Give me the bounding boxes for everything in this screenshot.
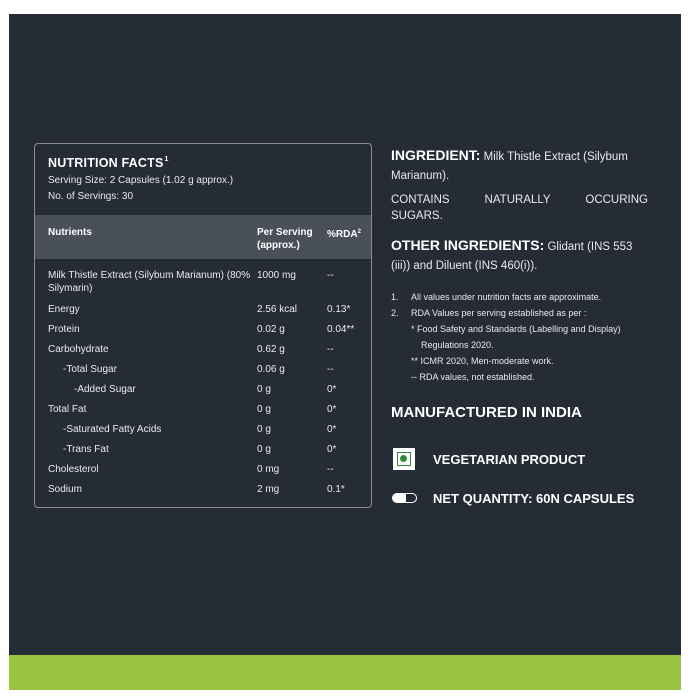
manufactured-in-india: MANUFACTURED IN INDIA [391,404,582,421]
ingredient-label: INGREDIENT: [391,147,481,163]
ingredient-block [391,146,649,186]
footnotes [391,289,661,385]
other-ingredients-block [391,236,651,276]
footnote-star-cont: Regulations 2020. [421,340,494,350]
header-rda: %RDA$^2$ [327,229,361,240]
other-ingredients-label: OTHER INGREDIENTS: [391,237,545,253]
serving-size: Serving Size: 2 Capsules (1.02 g approx.) [48,175,234,186]
net-quantity: NET QUANTITY: 60N CAPSULES [433,491,635,506]
vegetarian-mark-icon [393,448,415,470]
other-ingredients-text: Glidant (INS 553 (iii)) and Diluent (INS 460(i)). [391,241,633,272]
capsule-icon [392,493,417,503]
footnote-double-star: ** ICMR 2020, Men-moderate work. [411,356,554,366]
table-header [35,215,371,259]
green-footer-band [9,655,681,690]
nutrition-facts-title: NUTRITION FACTS$^1$ [48,156,169,170]
ingredient-text: Milk Thistle Extract (Silybum Marianum). [391,151,628,182]
footnote-dash: -- RDA values, not established. [411,372,535,382]
contains-line-2: SUGARS. [391,210,443,222]
nutrition-facts-box: NUTRITION FACTS$^1$ Serving Size: 2 Capsules (1.02 g approx.) No. of Servings: 30 Nutrients Per Serving (approx.) %RDA$^2$ Milk Thistle Extract (Silybum Marianum) (80% Silymarin) 1000 mg -- Energy 2.56 kcal 0.13* Protein 0.02 g 0.04** Carbohydrate 0.62 g -- -Total Sugar 0.06 g -- -Added Sugar 0 g 0* Total Fat 0 g 0* -Saturated Fatty Acids 0 g 0* -Trans Fat 0 g 0* Cholesterol 0 mg -- Sodium 2 mg 0.1* [34,143,372,508]
header-per-serving: Per Serving (approx.) [257,227,313,251]
footnote-1: 1. All values under nutrition facts are approximate. [391,292,602,302]
contains-line-1: CONTAINS NATURALLY OCCURING [391,194,648,206]
header-nutrients: Nutrients [48,227,92,238]
footnote-2: 2. RDA Values per serving established as per : [391,308,587,318]
vegetarian-product: VEGETARIAN PRODUCT [433,452,586,467]
footnote-star: * Food Safety and Standards (Labelling and Display) [411,324,621,334]
servings-count: No. of Servings: 30 [48,191,134,202]
